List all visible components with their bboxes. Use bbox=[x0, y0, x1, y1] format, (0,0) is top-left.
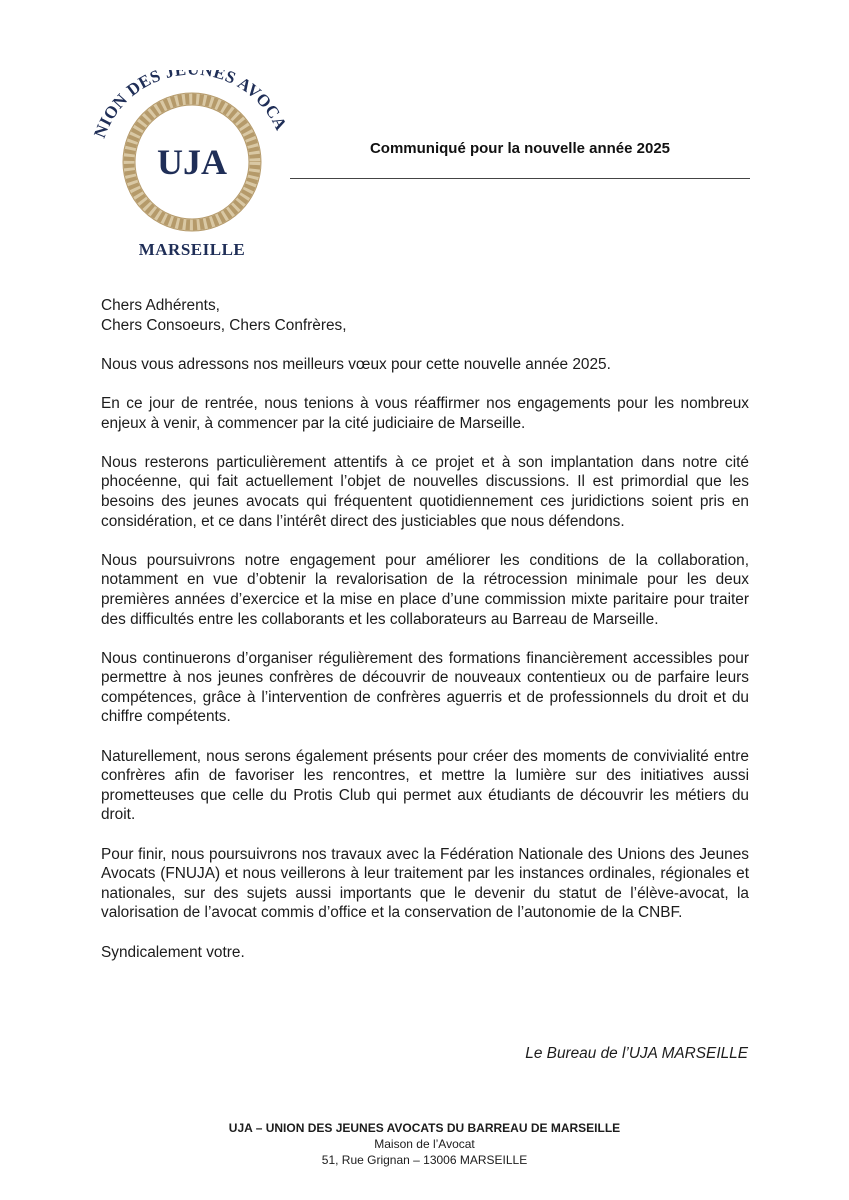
footer-building: Maison de l’Avocat bbox=[374, 1137, 475, 1151]
letter-body bbox=[101, 296, 749, 982]
greeting-line: Chers Consoeurs, Chers Confrères, bbox=[101, 316, 347, 334]
page-title: Communiqué pour la nouvelle année 2025 bbox=[369, 140, 671, 157]
closing: Syndicalement votre. bbox=[101, 943, 245, 961]
signature: Le Bureau de l’UJA MARSEILLE bbox=[525, 1045, 748, 1062]
paragraph: Nous poursuivrons notre engagement pour améliorer les conditions de la collaboration, notamment en vue d’obtenir la revalorisation de la rétrocession minimale pour les deux premières années d’exercice et la mise en place d’une commission mixte paritaire pour traiter des difficultés entre les collaborants et les collaborateurs au Barreau de Marseille. bbox=[101, 551, 749, 628]
paragraph: Pour finir, nous poursuivrons nos travaux avec la Fédération Nationale des Unions des Jeunes Avocats (FNUJA) et nous veillerons à leur traitement par les instances ordinales, régionales et nationales, sur des sujets aussi importants que le devenir du statut de l’élève-avocat, la valorisation de l’avocat commis d’office et la conservation de l’autonomie de la CNBF. bbox=[101, 845, 749, 922]
footer-address: 51, Rue Grignan – 13006 MARSEILLE bbox=[321, 1153, 528, 1167]
logo-graphic bbox=[92, 70, 292, 270]
footer-organization: UJA – UNION DES JEUNES AVOCATS DU BARREAU DE MARSEILLE bbox=[228, 1121, 621, 1135]
paragraph: Naturellement, nous serons également présents pour créer des moments de convivialité entre confrères afin de favoriser les rencontres, et mettre la lumière sur des initiatives aussi prometteuses que celle du Protis Club qui permet aux étudiants de découvrir les métiers du droit. bbox=[101, 747, 749, 824]
footer bbox=[0, 1120, 849, 1168]
paragraph: Nous resterons particulièrement attentifs à ce projet et à son implantation dans notre cité phocéenne, qui fait actuellement l’objet de nouvelles discussions. Il est primordial que les besoins des jeunes avocats qui fréquentent quotidiennement ces juridictions soient pris en considération, et ce dans l’intérêt direct des justiciables que nous défendons. bbox=[101, 453, 749, 530]
header-divider bbox=[290, 178, 750, 179]
logo-arc-text: NION DES J NES AVOCA bbox=[92, 70, 291, 141]
uja-logo bbox=[92, 70, 292, 270]
paragraph: Nous vous adressons nos meilleurs vœux pour cette nouvelle année 2025. bbox=[101, 355, 611, 373]
logo-city: MARSEILLE bbox=[138, 240, 246, 259]
greeting bbox=[101, 296, 749, 335]
logo-initials: UJA bbox=[157, 142, 227, 182]
paragraph: Nous continuerons d’organiser régulièrement des formations financièrement accessibles pour permettre à nos jeunes confrères de découvrir de nouveaux contentieux ou de parfaire leurs compétences, grâce à l’intervention de confrères aguerris et de professionnels du droit et du chiffre compétents. bbox=[101, 649, 749, 726]
paragraph: En ce jour de rentrée, nous tenions à vous réaffirmer nos engagements pour les nombreux enjeux à venir, à commencer par la cité judiciaire de Marseille. bbox=[101, 394, 749, 432]
greeting-line: Chers Adhérents, bbox=[101, 297, 220, 314]
